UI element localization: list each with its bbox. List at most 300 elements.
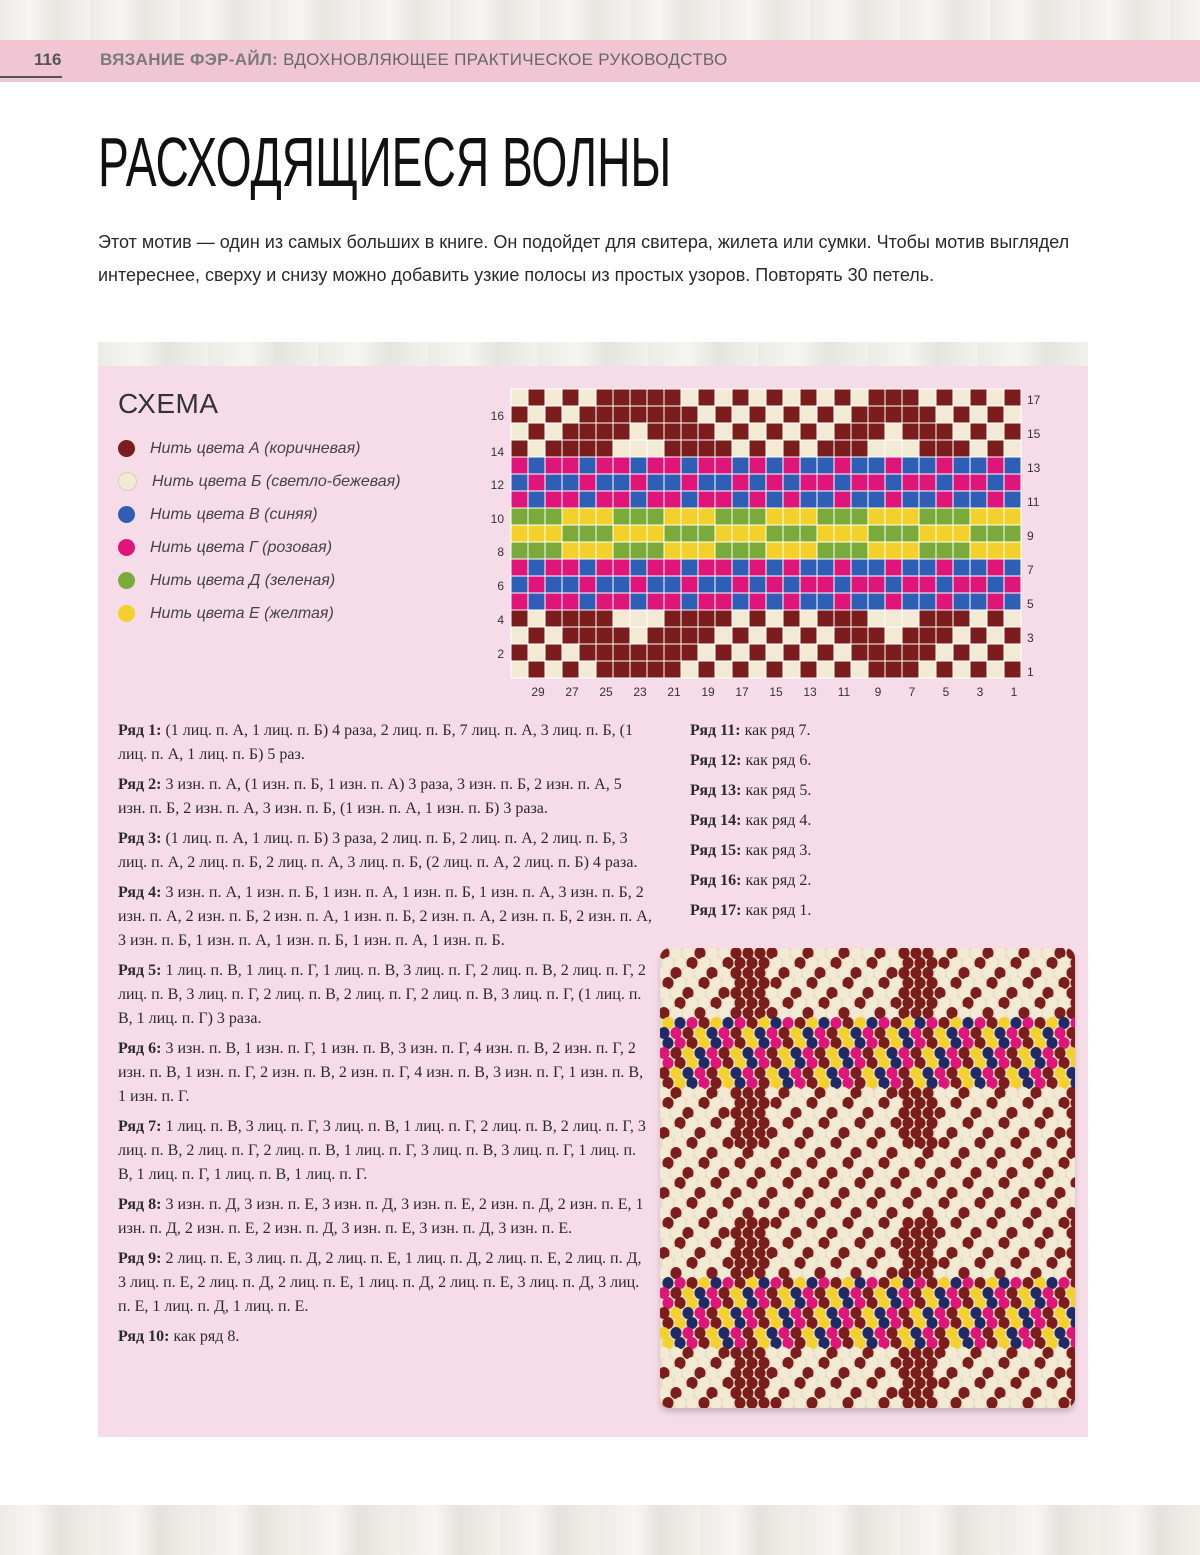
chart-cell [936,525,953,542]
chart-cell [800,576,817,593]
chart-cell [562,508,579,525]
chart-cell [800,474,817,491]
chart-cell [528,423,545,440]
row-label: Ряд 2: [118,776,162,793]
row-instruction [690,749,990,773]
chart-cell [936,610,953,627]
chart-cell [800,542,817,559]
row-text: как ряд 2. [741,872,812,889]
chart-cell [783,474,800,491]
chart-cell [664,423,681,440]
color-dot-icon [118,539,135,556]
chart-cell [817,508,834,525]
chart-cell [885,644,902,661]
chart-cell [987,644,1004,661]
chart-cell [596,525,613,542]
chart-cell [545,474,562,491]
chart-cell [596,389,613,406]
chart-cell [562,474,579,491]
chart-cell [511,525,528,542]
chart-cell [1004,627,1021,644]
chart-cell [647,508,664,525]
chart-cell [698,627,715,644]
chart-cell [885,610,902,627]
chart-cell [1004,440,1021,457]
row-text: 2 лиц. п. Е, 3 лиц. п. Д, 2 лиц. п. Е, 1 лиц. п. Д, 2 лиц. п. Е, 2 лиц. п. Д, 3 лиц. п. Е, 2 лиц. п. Д, 2 лиц. п. Е, 1 лиц. п. Д, 2 лиц. п. Е, 3 лиц. п. Д, 3 лиц. п. Е, 1 лиц. п. Д, 1 лиц. п. Е. [118,1250,642,1315]
chart-cell [681,593,698,610]
chart-cell [868,508,885,525]
row-instructions-right [690,719,990,929]
row-label: Ряд 17: [690,902,742,919]
chart-cell [987,440,1004,457]
chart-cell [681,610,698,627]
color-dot-icon [118,506,135,523]
chart-cell [953,440,970,457]
row-instruction [690,779,990,803]
chart-cell [919,627,936,644]
chart-cell [800,423,817,440]
chart-cell [579,440,596,457]
chart-cell [630,457,647,474]
chart-cell [545,491,562,508]
row-label: Ряд 15: [690,842,742,859]
row-label-right: 11 [1027,495,1040,509]
chart-cell [613,389,630,406]
chart-cell [545,661,562,678]
chart-cell [851,542,868,559]
col-label: 21 [667,685,681,699]
legend-item-g [118,531,401,564]
chart-cell [766,610,783,627]
chart-cell [970,440,987,457]
row-text: 3 изн. п. В, 1 изн. п. Г, 1 изн. п. В, 3 изн. п. Г, 4 изн. п. В, 2 изн. п. Г, 2 изн. п. В, 1 изн. п. Г, 2 изн. п. В, 2 изн. п. Г, 4 изн. п. В, 3 изн. п. Г, 1 изн. п. В, 1 изн. п. Г. [118,1040,644,1105]
chart-cell [715,593,732,610]
chart-cell [766,559,783,576]
chart-cell [613,474,630,491]
chart-cell [783,423,800,440]
chart-cell [528,661,545,678]
row-text: (1 лиц. п. А, 1 лиц. п. Б) 3 раза, 2 лиц. п. Б, 2 лиц. п. А, 2 лиц. п. Б, 3 лиц. п. А, 2 лиц. п. Б, 2 лиц. п. А, 3 лиц. п. Б, (2 лиц. п. А, 2 лиц. п. Б) 4 раза. [118,830,638,871]
chart-cell [664,474,681,491]
chart-cell [732,440,749,457]
col-label: 19 [701,685,715,699]
chart-cell [1004,491,1021,508]
chart-cell [953,644,970,661]
col-label: 29 [531,685,545,699]
chart-cell [936,627,953,644]
chart-cell [562,644,579,661]
chart-cell [579,508,596,525]
chart-cell [613,542,630,559]
chart-cell [885,423,902,440]
row-text: (1 лиц. п. А, 1 лиц. п. Б) 4 раза, 2 лиц. п. Б, 7 лиц. п. А, 3 лиц. п. Б, (1 лиц. п. А, 1 лиц. п. Б) 5 раз. [118,722,633,763]
chart-cell [596,474,613,491]
chart-cell [579,559,596,576]
row-label-right: 1 [1027,665,1034,679]
row-text: 1 лиц. п. В, 1 лиц. п. Г, 1 лиц. п. В, 3 лиц. п. Г, 2 лиц. п. В, 2 лиц. п. Г, 2 лиц. п. В, 3 лиц. п. Г, 2 лиц. п. В, 2 лиц. п. Г, 2 лиц. п. В, 3 лиц. п. Г, (1 лиц. п. В, 1 лиц. п. Г) 3 раза. [118,962,646,1027]
chart-cell [868,644,885,661]
chart-cell [647,559,664,576]
row-label-right: 15 [1027,427,1041,441]
chart-cell [902,661,919,678]
chart-cell [545,508,562,525]
chart-cell [868,610,885,627]
chart-cell [647,440,664,457]
row-instruction [690,839,990,863]
legend-item-d [118,564,401,597]
row-label-right: 5 [1027,597,1034,611]
chart-cell [817,559,834,576]
chart-cell [902,525,919,542]
chart-cell [919,389,936,406]
chart-cell [698,610,715,627]
chart-cell [936,576,953,593]
chart-cell [732,593,749,610]
chart-cell [630,440,647,457]
row-label: Ряд 7: [118,1118,162,1135]
chart-cell [936,389,953,406]
chart-cell [970,389,987,406]
row-label: Ряд 5: [118,962,162,979]
chart-cell [715,610,732,627]
chart-cell [528,542,545,559]
row-label: Ряд 4: [118,884,162,901]
chart-cell [630,525,647,542]
chart-cell [511,576,528,593]
chart-cell [562,627,579,644]
chart-cell [817,610,834,627]
chart-cell [868,406,885,423]
chart-cell [732,644,749,661]
chart-cell [834,525,851,542]
chart-cell [715,491,732,508]
chart-cell [545,457,562,474]
chart-cell [970,610,987,627]
chart-cell [970,627,987,644]
chart-cell [562,406,579,423]
chart-cell [698,440,715,457]
chart-cell [647,593,664,610]
chart-cell [851,508,868,525]
chart-cell [970,406,987,423]
chart-cell [834,457,851,474]
chart-cell [987,661,1004,678]
chart-cell [681,644,698,661]
chart-cell [817,525,834,542]
chart-cell [613,508,630,525]
chart-cell [800,457,817,474]
chart-cell [817,440,834,457]
chart-cell [800,627,817,644]
chart-cell [817,457,834,474]
chart-cell [783,559,800,576]
chart-cell [562,440,579,457]
chart-cell [664,593,681,610]
col-label: 25 [599,685,613,699]
chart-cell [800,525,817,542]
chart-cell [647,525,664,542]
chart-cell [681,389,698,406]
row-instruction [118,959,653,1031]
chart-cell [562,389,579,406]
chart-cell [681,661,698,678]
chart-cell [766,406,783,423]
row-instruction [118,719,653,767]
chart-cell [562,491,579,508]
chart-cell [834,559,851,576]
chart-cell [817,423,834,440]
chart-cell [902,559,919,576]
chart-cell [987,423,1004,440]
chart-cell [698,423,715,440]
chart-cell [1004,457,1021,474]
legend-item-v [118,498,401,531]
chart-cell [1004,644,1021,661]
chart-cell [562,610,579,627]
chart-cell [749,491,766,508]
chart-cell [1004,593,1021,610]
chart-cell [783,644,800,661]
chart-cell [698,644,715,661]
chart-cell [919,457,936,474]
chart-cell [868,542,885,559]
chart-cell [885,542,902,559]
chart-cell [630,644,647,661]
chart-cell [1004,525,1021,542]
chart-cell [698,389,715,406]
chart-cell [766,423,783,440]
chart-cell [953,423,970,440]
book-subtitle: ВДОХНОВЛЯЮЩЕЕ ПРАКТИЧЕСКОЕ РУКОВОДСТВО [283,50,728,69]
row-text: как ряд 8. [169,1328,240,1345]
chart-cell [953,661,970,678]
chart-cell [817,661,834,678]
chart-cell [919,474,936,491]
chart-cell [545,525,562,542]
chart-cell [970,593,987,610]
knitted-swatch-image [660,948,1075,1408]
chart-cell [885,508,902,525]
chart-cell [715,542,732,559]
chart-cell [579,542,596,559]
chart-cell [511,610,528,627]
chart-cell [953,457,970,474]
chart-cell [596,457,613,474]
legend-label: Нить цвета Б (светло-бежевая) [152,472,401,490]
chart-cell [851,661,868,678]
chart-cell [851,406,868,423]
chart-cell [596,406,613,423]
chart-cell [766,525,783,542]
chart-cell [562,542,579,559]
chart-cell [800,593,817,610]
col-label: 3 [976,685,984,699]
chart-cell [732,576,749,593]
row-label-left: 16 [490,409,504,423]
chart-cell [868,491,885,508]
chart-cell [681,491,698,508]
row-label-left: 2 [497,647,504,661]
chart-cell [664,389,681,406]
chart-cell [715,440,732,457]
chart-cell [528,457,545,474]
chart-cell [749,440,766,457]
row-text: как ряд 1. [741,902,812,919]
chart-cell [579,491,596,508]
row-instruction [690,899,990,923]
chart-cell [987,491,1004,508]
row-label: Ряд 1: [118,722,162,739]
chart-cell [834,508,851,525]
color-dot-icon [118,572,135,589]
chart-cell [851,593,868,610]
chart-cell [970,525,987,542]
chart-cell [528,440,545,457]
chart-cell [800,491,817,508]
knitting-chart [478,384,1058,704]
chart-cell [732,389,749,406]
legend-item-e [118,597,401,630]
chart-cell [783,508,800,525]
chart-cell [1004,610,1021,627]
chart-cell [783,661,800,678]
chart-cell [902,644,919,661]
chart-cell [766,508,783,525]
chart-cell [919,661,936,678]
row-label: Ряд 14: [690,812,742,829]
chart-cell [511,644,528,661]
row-text: как ряд 6. [741,752,812,769]
chart-cell [987,627,1004,644]
chart-cell [715,406,732,423]
chart-cell [766,661,783,678]
chart-cell [511,457,528,474]
chart-cell [698,457,715,474]
row-instruction [118,881,653,953]
row-instruction [690,809,990,833]
chart-cell [511,593,528,610]
row-text: как ряд 5. [741,782,812,799]
chart-cell [749,508,766,525]
chart-cell [868,576,885,593]
chart-cell [800,559,817,576]
chart-cell [732,474,749,491]
chart-cell [783,576,800,593]
chart-cell [613,457,630,474]
chart-cell [834,440,851,457]
chart-cell [987,576,1004,593]
chart-cell [783,610,800,627]
chart-cell [902,627,919,644]
chart-cell [919,576,936,593]
row-text: 3 изн. п. Д, 3 изн. п. Е, 3 изн. п. Д, 3 изн. п. Е, 2 изн. п. Д, 2 изн. п. Е, 1 изн. п. Д, 2 изн. п. Е, 2 изн. п. Д, 3 изн. п. Е, 3 изн. п. Д, 3 изн. п. Е. [118,1196,644,1237]
chart-cell [953,389,970,406]
chart-cell [817,491,834,508]
chart-cell [647,423,664,440]
chart-cell [630,389,647,406]
chart-cell [732,491,749,508]
color-dot-icon [118,440,135,457]
row-label-left: 12 [490,478,504,492]
chart-cell [817,576,834,593]
chart-cell [528,389,545,406]
chart-cell [953,542,970,559]
chart-cell [834,610,851,627]
chart-cell [919,525,936,542]
chart-cell [596,542,613,559]
row-instruction [118,1115,653,1187]
chart-cell [919,593,936,610]
chart-cell [817,474,834,491]
chart-cell [1004,542,1021,559]
chart-cell [545,576,562,593]
page-number: 116 [34,50,62,69]
chart-cell [851,457,868,474]
chart-cell [664,440,681,457]
row-label-left: 10 [490,512,504,526]
chart-cell [715,644,732,661]
chart-cell [919,644,936,661]
chart-cell [698,525,715,542]
chart-cell [970,542,987,559]
chart-cell [715,474,732,491]
chart-cell [511,627,528,644]
chart-cell [511,491,528,508]
row-label: Ряд 10: [118,1328,170,1345]
chart-cell [953,610,970,627]
chart-cell [630,559,647,576]
chart-cell [528,593,545,610]
chart-cell [817,627,834,644]
chart-cell [647,542,664,559]
col-label: 11 [837,685,851,699]
row-label: Ряд 3: [118,830,162,847]
chart-cell [851,389,868,406]
chart-cell [987,457,1004,474]
chart-cell [766,542,783,559]
chart-cell [783,389,800,406]
chart-cell [953,593,970,610]
chart-cell [868,661,885,678]
chart-cell [851,627,868,644]
chart-cell [749,474,766,491]
col-label: 27 [565,685,579,699]
row-label: Ряд 8: [118,1196,162,1213]
chart-cell [800,406,817,423]
row-text: как ряд 3. [741,842,812,859]
chart-cell [528,576,545,593]
top-wood-strip [0,0,1200,40]
chart-cell [664,491,681,508]
row-text: 3 изн. п. А, 1 изн. п. Б, 1 изн. п. А, 1 изн. п. Б, 1 изн. п. А, 3 изн. п. Б, 2 изн. п. А, 2 изн. п. Б, 2 изн. п. А, 1 изн. п. Б, 2 изн. п. А, 2 изн. п. Б, 2 изн. п. А, 3 изн. п. Б, 1 изн. п. А, 1 изн. п. Б, 1 изн. п. А, 1 изн. п. Б. [118,884,652,949]
chart-cell [987,508,1004,525]
chart-cell [732,559,749,576]
chart-cell [936,457,953,474]
chart-cell [987,525,1004,542]
chart-cell [613,644,630,661]
chart-cell [664,406,681,423]
chart-cell [511,440,528,457]
chart-cell [630,593,647,610]
chart-cell [732,610,749,627]
chart-cell [970,508,987,525]
chart-cell [902,593,919,610]
chart-cell [681,542,698,559]
chart-cell [562,423,579,440]
book-title: ВЯЗАНИЕ ФЭР-АЙЛ: [100,50,279,69]
chart-cell [953,508,970,525]
chart-cell [528,474,545,491]
